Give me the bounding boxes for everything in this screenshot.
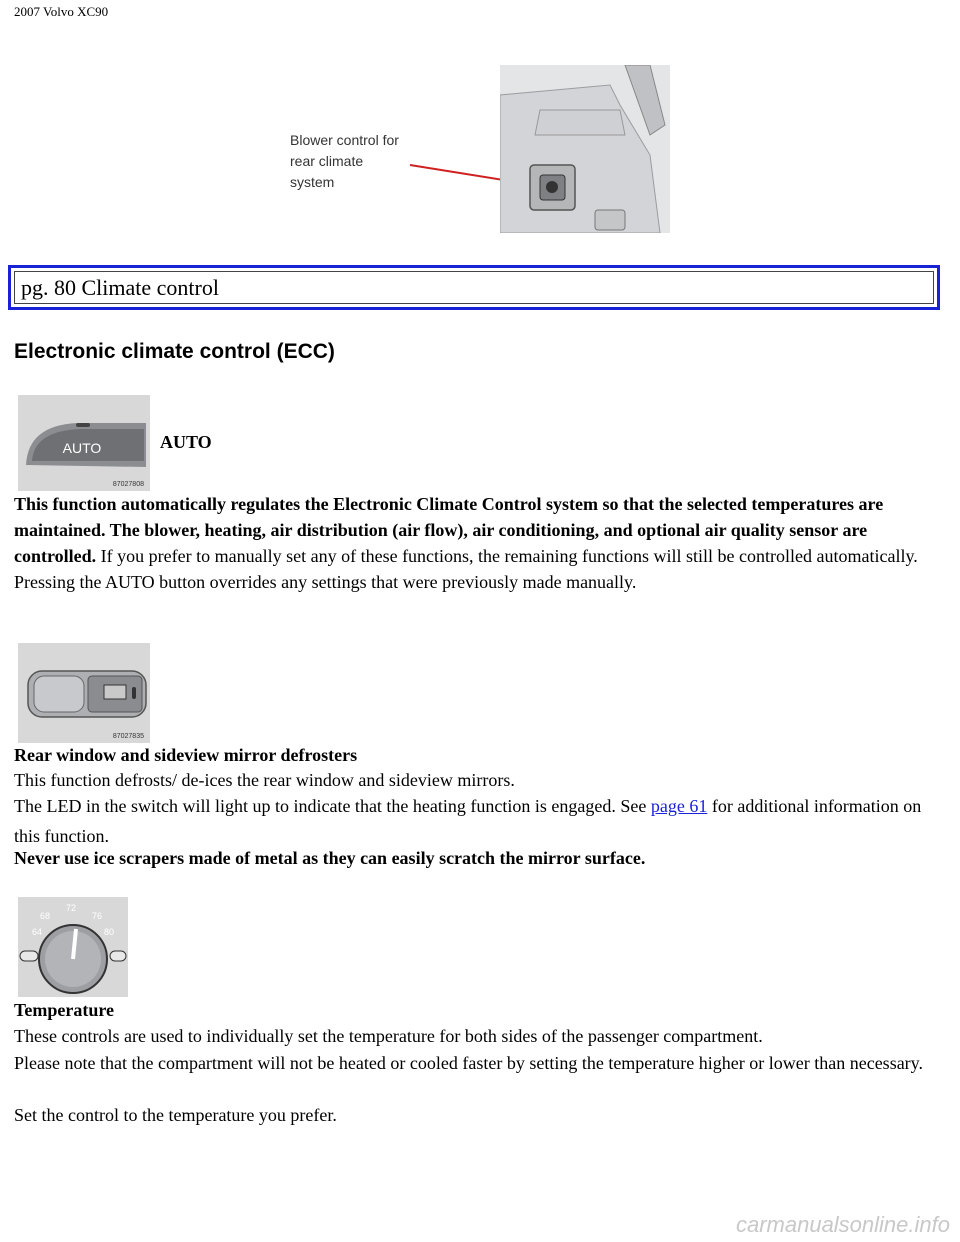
defroster-line2-pre: The LED in the switch will light up to indicate that the heating function is engaged. See: [14, 796, 651, 816]
defroster-line1: This function defrosts/ de-ices the rear window and sideview mirrors.: [14, 770, 515, 790]
temperature-title: Temperature: [14, 1000, 114, 1020]
defroster-line2: [14, 791, 934, 851]
defroster-title: Rear window and sideview mirror defrosters: [14, 745, 358, 765]
page-label: pg. 80 Climate control: [14, 271, 934, 304]
blower-control-figure: [285, 65, 670, 235]
defroster-button-image: [18, 643, 150, 743]
defroster-warning: Never use ice scrapers made of metal as they can easily scratch the mirror surface.: [14, 848, 646, 868]
image-code: 87027835: [112, 733, 144, 740]
document-title: 2007 Volvo XC90: [14, 4, 109, 19]
temperature-line2: Please note that the compartment will not be heated or cooled faster by setting the temperature higher or lower than necessary.: [14, 1053, 924, 1073]
dial-mark-64: 64: [32, 927, 43, 937]
watermark: carmanualsonline.info: [735, 1212, 950, 1237]
blower-figure-caption: Blower control for rear climate system: [290, 132, 399, 190]
auto-button-image: [18, 395, 150, 491]
dial-mark-80: 80: [104, 927, 115, 937]
page-section-box: [8, 265, 940, 310]
dial-mark-76: 76: [92, 911, 103, 921]
temperature-line1: These controls are used to individually set the temperature for both sides of the passenger compartment.: [14, 1026, 763, 1046]
auto-description-rest: If you prefer to manually set any of these functions, the remaining functions will still be controlled automatically. Pressing the AUTO button overrides any settings that were previously made manually.: [14, 546, 918, 592]
temperature-dial-image: [18, 897, 128, 997]
defroster-line2-post: for additional information on this function.: [14, 796, 922, 846]
auto-description-bold: This function automatically regulates the Electronic Climate Control system so that the selected temperatures are maintained. The blower, heating, air distribution (air flow), air conditioning, and optional air quality sensor are controlled.: [14, 494, 884, 566]
auto-description: [14, 491, 934, 595]
section-heading: Electronic climate control (ECC): [14, 340, 335, 363]
image-code: 87027808: [112, 481, 144, 488]
temperature-line3: Set the control to the temperature you prefer.: [14, 1105, 337, 1125]
rear-console-photo: [500, 65, 670, 233]
auto-button-glyph-text: AUTO: [62, 440, 102, 456]
auto-title: AUTO: [160, 432, 212, 452]
dial-mark-68: 68: [40, 911, 51, 921]
dial-mark-72: 72: [66, 903, 77, 913]
page-61-link[interactable]: page 61: [650, 796, 708, 816]
